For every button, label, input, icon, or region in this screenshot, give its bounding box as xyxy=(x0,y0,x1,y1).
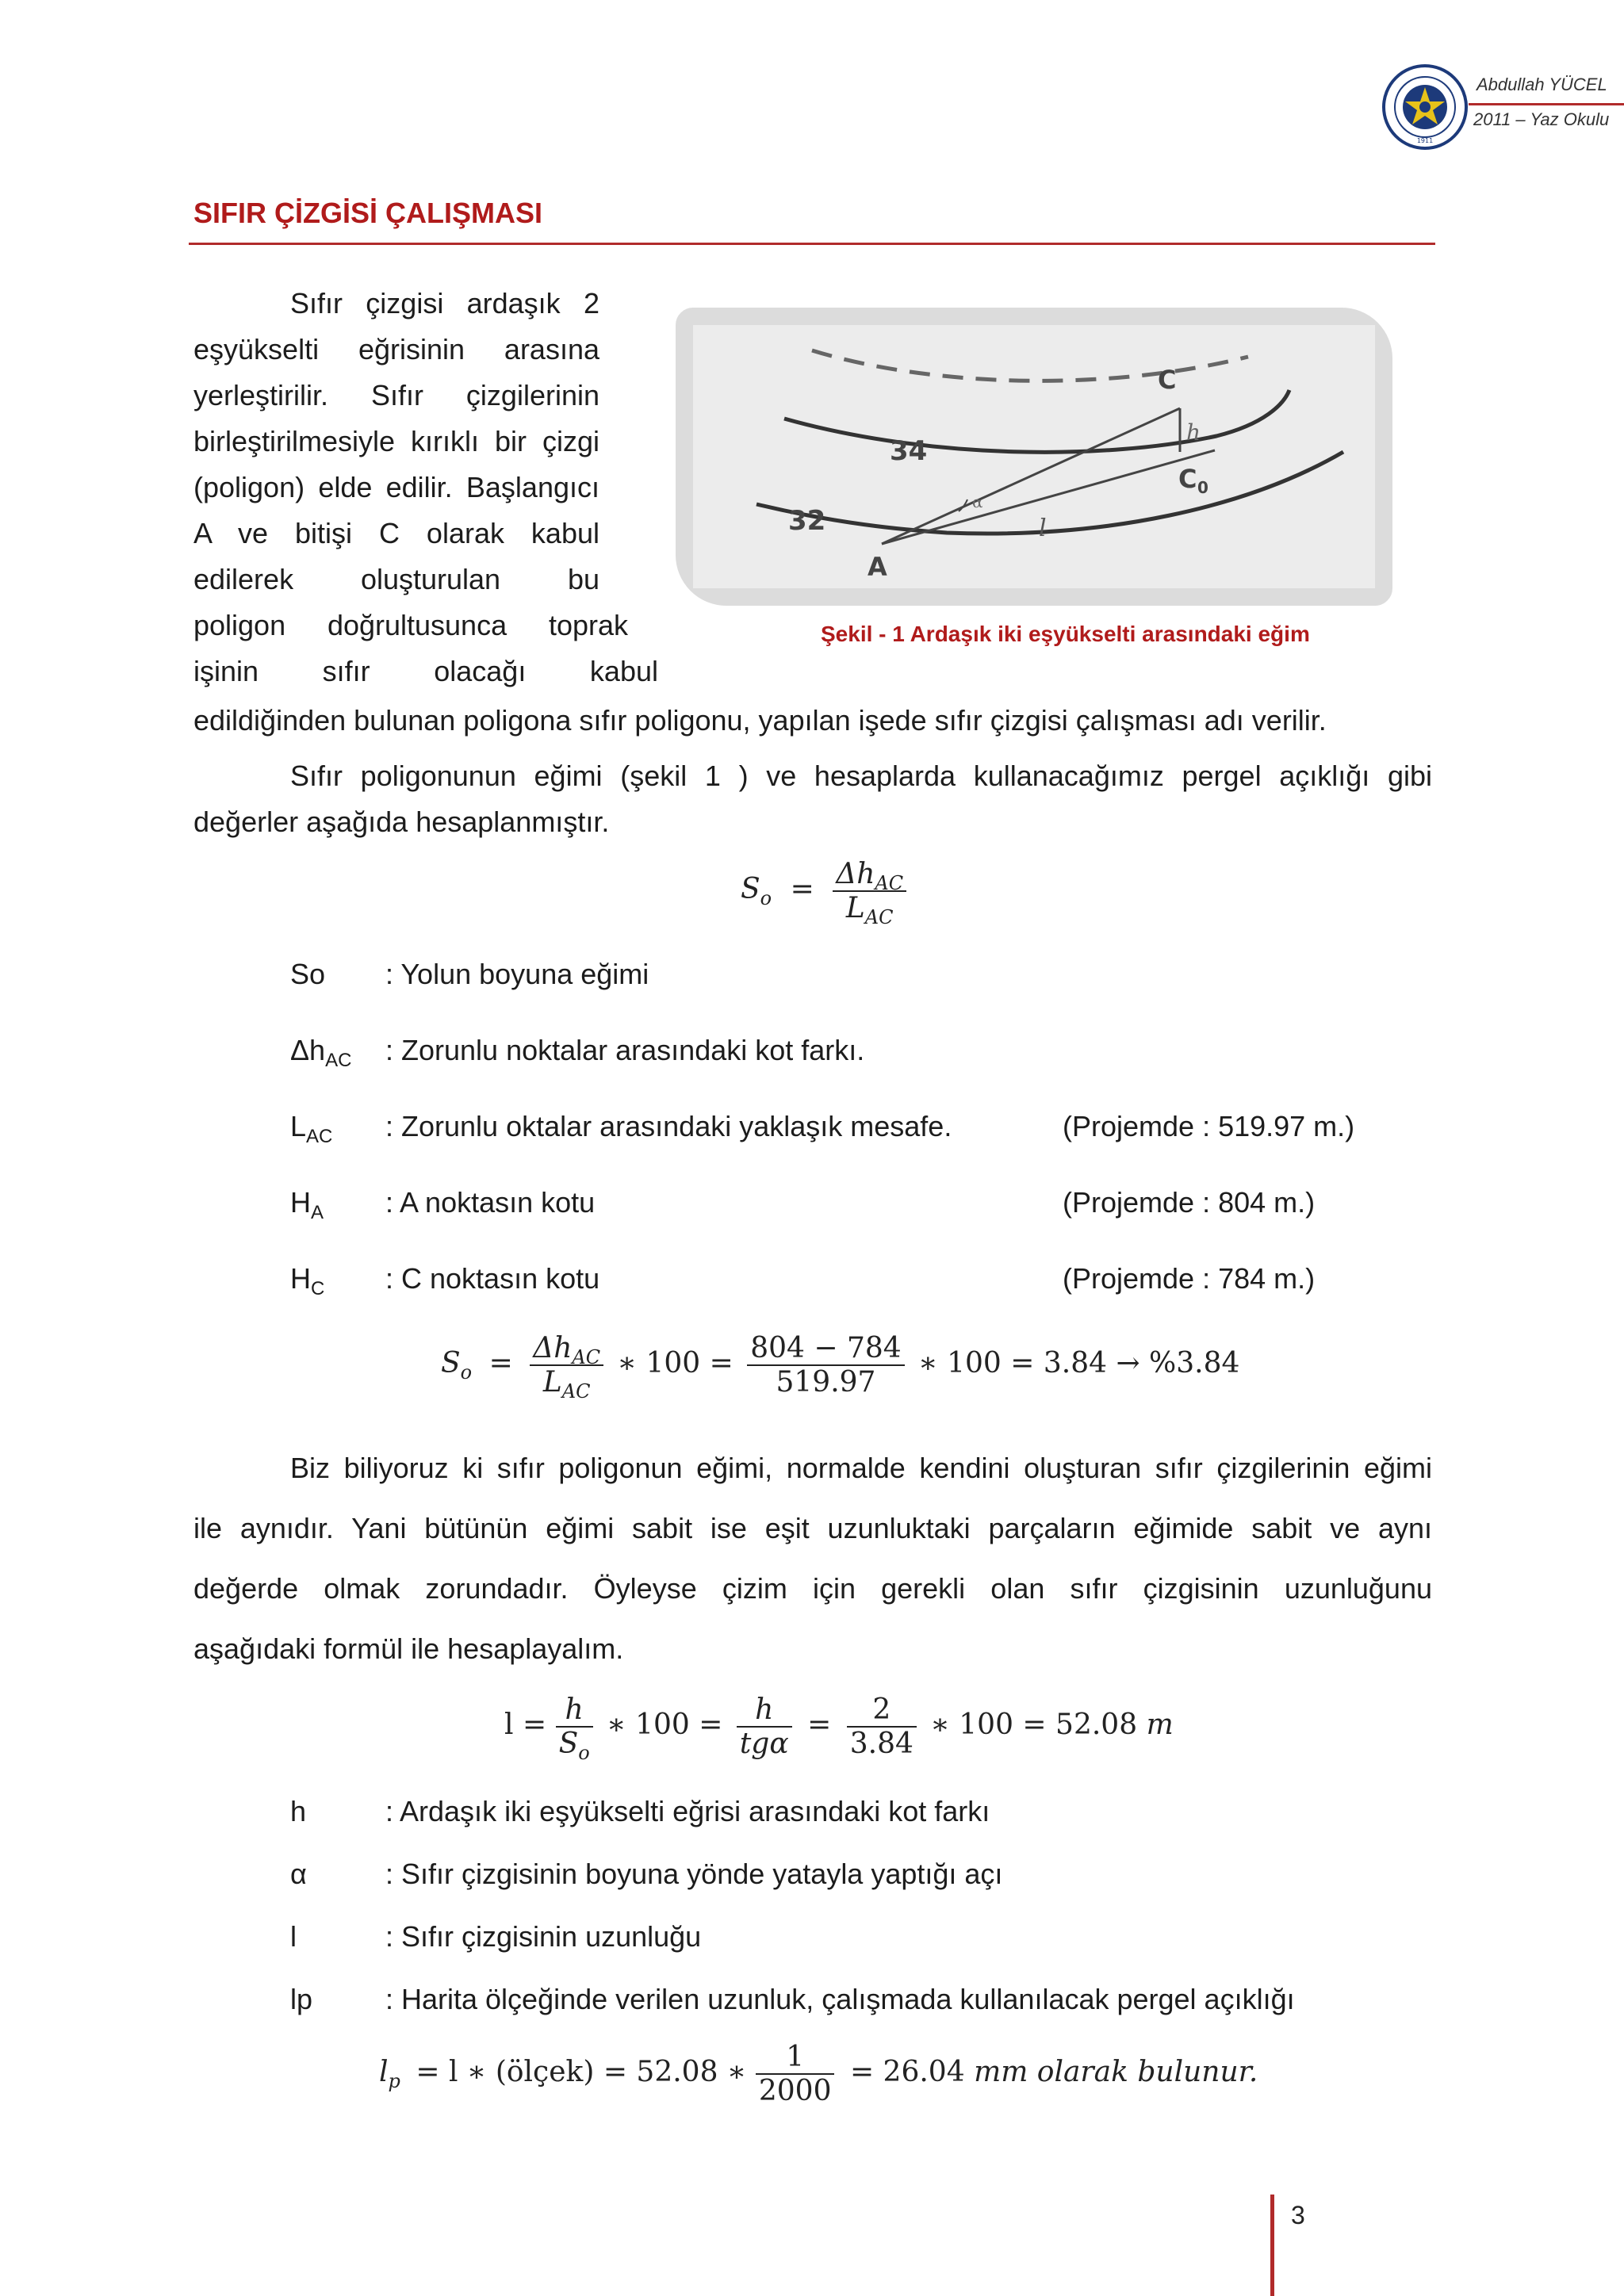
def-note-ha: (Projemde : 804 m.) xyxy=(1063,1186,1316,1219)
formula-denominator: L xyxy=(845,892,865,924)
paragraph-line: Sıfır poligonunun eğimi (şekil 1 ) ve hesaplarda kullanacağımız pergel açıklığı gibi xyxy=(290,760,1432,792)
formula-length xyxy=(504,1693,1174,1764)
def-term-text: Δh xyxy=(290,1034,326,1066)
formula-fraction xyxy=(530,1332,603,1402)
formula-denominator: S xyxy=(558,1728,579,1760)
paragraph-line: aşağıdaki formül ile hesaplayalım. xyxy=(193,1632,624,1665)
formula-numerator: Δh xyxy=(533,1332,573,1364)
university-logo xyxy=(1381,63,1469,151)
formula-numerator: 1 xyxy=(756,2041,835,2075)
def2-term-lp: lp xyxy=(290,1983,313,2015)
def-term-sub: AC xyxy=(325,1050,352,1071)
def2-desc-lp: : Harita ölçeğinde verilen uzunluk, çalışmada kullanılacak pergel açıklığı xyxy=(385,1983,1295,2015)
intro-paragraph xyxy=(193,281,658,695)
formula-result: = 26.04 xyxy=(849,2056,965,2088)
formula-unit: m xyxy=(1146,1709,1174,1741)
formula-denominator: 3.84 xyxy=(849,1728,914,1760)
formula-expression: = l ∗ (ölçek) = 52.08 ∗ xyxy=(416,2056,747,2088)
formula-subscript: o xyxy=(460,1361,473,1383)
header-subtitle: 2011 – Yaz Okulu xyxy=(1473,109,1610,129)
def2-desc-alpha: : Sıfır çizgisinin boyuna yönde yatayla yaptığı açı xyxy=(385,1858,1003,1890)
intro-line: A ve bitişi C olarak kabul xyxy=(193,517,599,549)
formula-operator: ∗ 100 = xyxy=(617,1347,733,1380)
def2-desc-h: : Ardaşık iki eşyükselti eğrisi arasındaki kot farkı xyxy=(385,1795,990,1827)
page-number-rule xyxy=(1270,2195,1274,2296)
def-term-lac xyxy=(290,1110,333,1147)
page-number: 3 xyxy=(1291,2201,1305,2229)
def-term-sub: C xyxy=(311,1278,325,1299)
formula-slope-calc xyxy=(441,1332,1240,1402)
header-author: Abdullah YÜCEL xyxy=(1477,75,1607,94)
formula-operator: = xyxy=(807,1709,832,1741)
figure-caption: Şekil - 1 Ardaşık iki eşyükselti arasındaki eğim xyxy=(821,622,1310,646)
intro-line: Sıfır çizgisi ardaşık 2 xyxy=(290,287,599,320)
label-a: A xyxy=(868,552,887,582)
contour-figure xyxy=(693,325,1375,592)
formula-fraction xyxy=(833,858,906,928)
label-alpha: α xyxy=(972,492,983,511)
def2-term-h: h xyxy=(290,1795,307,1827)
section-title: SIFIR ÇİZGİSİ ÇALIŞMASI xyxy=(193,197,543,229)
formula-symbol: S xyxy=(441,1347,461,1380)
formula-symbol: l xyxy=(379,2056,389,2088)
formula-subscript: o xyxy=(760,887,772,909)
def-term-text: H xyxy=(290,1186,311,1219)
formula-result: ∗ 100 = 3.84 → %3.84 xyxy=(918,1347,1240,1380)
paragraph-line: değerler aşağıda hesaplanmıştır. xyxy=(193,806,610,838)
def2-desc-l: : Sıfır çizgisinin uzunluğu xyxy=(385,1920,702,1953)
formula-numerator: Δh xyxy=(836,858,875,890)
formula-numerator: h xyxy=(556,1693,593,1728)
formula-fraction xyxy=(556,1693,593,1764)
intro-line: birleştirilmesiyle kırıklı bir çizgi xyxy=(193,425,599,457)
label-32: 32 xyxy=(788,505,826,537)
formula-denominator: 2000 xyxy=(758,2075,832,2107)
def-term-ha xyxy=(290,1186,324,1223)
formula-operator: ∗ 100 = xyxy=(607,1709,723,1741)
formula-denominator: L xyxy=(542,1366,562,1399)
formula-tail: mm olarak bulunur. xyxy=(974,2056,1258,2088)
label-co-sub: 0 xyxy=(1197,478,1208,497)
formula-denominator: 519.97 xyxy=(776,1366,876,1399)
formula-fraction xyxy=(756,2041,835,2107)
formula-subscript: AC xyxy=(572,1346,601,1368)
formula-fraction xyxy=(847,1693,917,1760)
intro-line: yerleştirilir. Sıfır çizgilerinin xyxy=(193,379,599,411)
def-term-sub: AC xyxy=(306,1126,333,1147)
formula-compass xyxy=(379,2041,1258,2107)
def-note-hc: (Projemde : 784 m.) xyxy=(1063,1262,1316,1295)
title-rule xyxy=(189,243,1435,245)
formula-symbol: l = xyxy=(504,1709,547,1741)
formula-operator: = xyxy=(790,873,814,905)
formula-fraction xyxy=(737,1693,792,1760)
paragraph-2 xyxy=(193,753,1432,845)
formula-subscript: p xyxy=(388,2070,400,2092)
def-term-hc xyxy=(290,1262,325,1299)
formula-subscript: AC xyxy=(561,1380,591,1402)
intro-line: poligon doğrultusunca toprak xyxy=(193,609,628,641)
label-h: h xyxy=(1186,419,1201,446)
def-term-text: L xyxy=(290,1110,307,1142)
formula-slope xyxy=(741,858,906,928)
label-co: C xyxy=(1178,464,1197,494)
def-term-so: So xyxy=(290,958,326,990)
formula-symbol: S xyxy=(741,873,760,905)
def2-term-alpha: α xyxy=(290,1858,307,1890)
formula-subscript: AC xyxy=(875,872,904,894)
def-desc-so: : Yolun boyuna eğimi xyxy=(385,958,649,990)
paragraph-line: Biz biliyoruz ki sıfır poligonun eğimi, normalde kendini oluşturan sıfır çizgilerinin eğimi xyxy=(290,1452,1432,1484)
formula-numerator: h xyxy=(737,1693,792,1728)
paragraph-line: değerde olmak zorundadır. Öyleyse çizim için gerekli olan sıfır çizgisinin uzunluğunu xyxy=(193,1572,1432,1605)
intro-line: (poligon) elde edilir. Başlangıcı xyxy=(193,471,599,503)
svg-text:1911: 1911 xyxy=(1416,137,1434,144)
def-desc-lac: : Zorunlu oktalar arasındaki yaklaşık mesafe. xyxy=(385,1110,952,1142)
paragraph-3 xyxy=(193,1438,1432,1679)
label-c: C xyxy=(1158,365,1177,395)
def-desc-dh: : Zorunlu noktalar arasındaki kot farkı. xyxy=(385,1034,865,1066)
formula-denominator: tgα xyxy=(739,1728,789,1760)
def-term-text: H xyxy=(290,1262,311,1295)
label-l: l xyxy=(1039,515,1047,542)
formula-subscript: AC xyxy=(864,906,894,928)
intro-line: işinin sıfır olacağı kabul xyxy=(193,655,658,687)
intro-line: edilerek oluşturulan bu xyxy=(193,563,599,595)
def-term-dh xyxy=(290,1034,352,1071)
formula-result: ∗ 100 = 52.08 xyxy=(930,1709,1138,1741)
label-34: 34 xyxy=(890,435,928,467)
formula-subscript: o xyxy=(578,1742,590,1764)
formula-operator: = xyxy=(488,1347,513,1380)
intro-last-line: edildiğinden bulunan poligona sıfır poligonu, yapılan işede sıfır çizgisi çalışması adı verilir. xyxy=(193,704,1327,737)
paragraph-line: ile aynıdır. Yani bütünün eğimi sabit ise eşit uzunluktaki parçaların eğimide sabit ve aynı xyxy=(193,1512,1432,1544)
def-note-lac: (Projemde : 519.97 m.) xyxy=(1063,1110,1355,1142)
formula-numerator: 2 xyxy=(847,1693,917,1728)
def-desc-ha: : A noktasın kotu xyxy=(385,1186,596,1219)
def2-term-l: l xyxy=(290,1920,297,1953)
intro-line: eşyükselti eğrisinin arasına xyxy=(193,333,599,365)
def-term-sub: A xyxy=(311,1202,324,1223)
formula-fraction xyxy=(747,1332,904,1399)
formula-numerator: 804 − 784 xyxy=(747,1332,904,1366)
def-desc-hc: : C noktasın kotu xyxy=(385,1262,600,1295)
header-rule xyxy=(1469,103,1624,105)
